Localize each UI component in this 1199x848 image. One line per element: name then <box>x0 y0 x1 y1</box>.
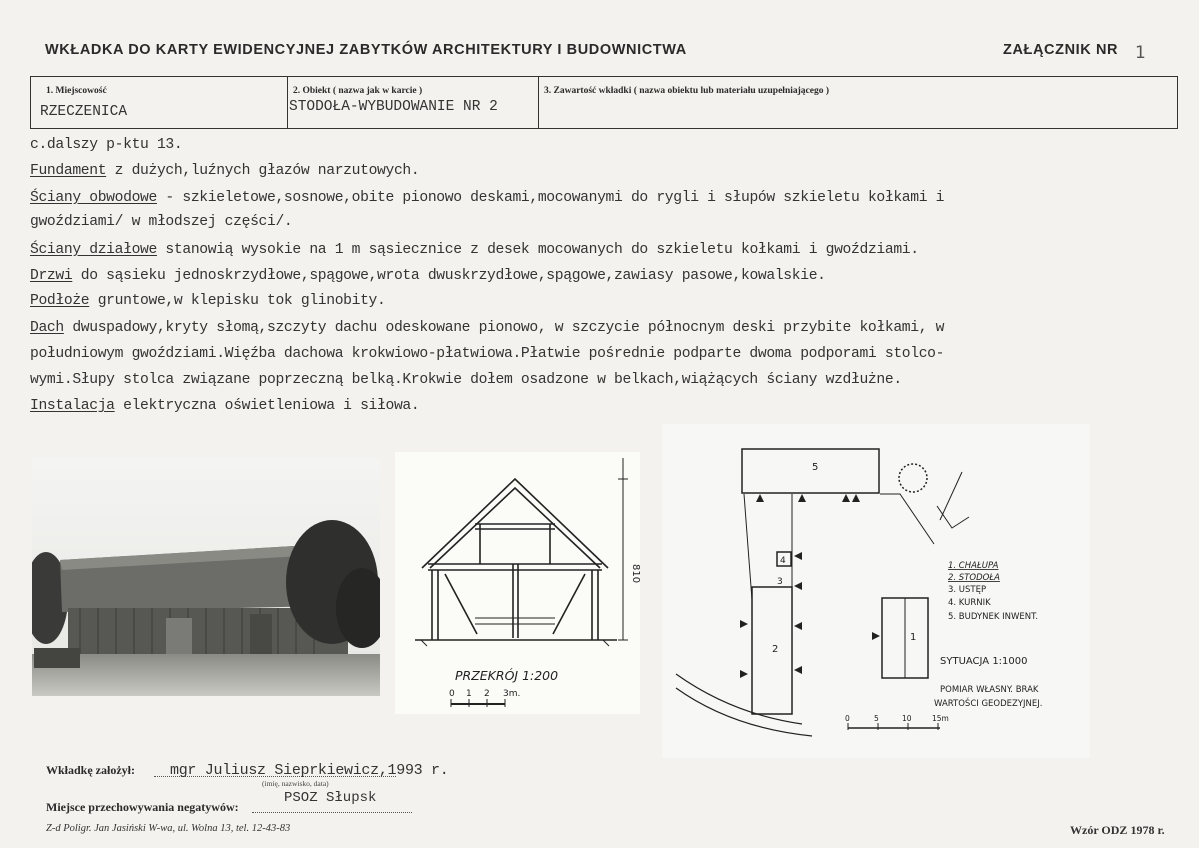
storage-label: Miejsce przechowywania negatywów: <box>46 800 239 814</box>
section-caption: PRZEKRÓJ 1:200 <box>455 668 559 683</box>
body-roof-2: południowym gwoździami.Więźba dachowa krokwiowo-płatwiowa.Płatwie pośrednie podparte dwoma podporami stolco- <box>30 346 945 362</box>
legend-item-5: 5. BUDYNEK INWENT. <box>948 612 1039 622</box>
table-divider-1 <box>287 76 288 129</box>
section-scale-tick-1: 1 <box>466 689 472 699</box>
object-value: STODOŁA-WYBUDOWANIE NR 2 <box>289 99 498 115</box>
body-roof-3: wymi.Słupy stolca związane poprzeczną belką.Krokwie dołem osadzone w belkach,wiążących ściany wzdłużne. <box>30 372 902 388</box>
object-label: 2. Obiekt ( nazwa jak w karcie ) <box>293 86 423 96</box>
site-building-1-label: 1 <box>910 632 917 643</box>
table-left-rule <box>30 76 31 129</box>
table-right-rule <box>1177 76 1178 129</box>
site-scale-tick-3: 15m <box>932 714 949 723</box>
section-scale-tick-0: 0 <box>449 689 455 699</box>
body-line-1: c.dalszy p-ktu 13. <box>30 137 183 153</box>
body-walls-2: gwoździami/ w młodszej części/. <box>30 214 293 230</box>
annex-number: 1 <box>1135 43 1146 63</box>
form-title: WKŁADKA DO KARTY EWIDENCYJNEJ ZABYTKÓW ARCHITEKTURY I BUDOWNICTWA <box>45 42 687 58</box>
section-scale-tick-2: 2 <box>484 689 490 699</box>
table-bottom-rule <box>30 128 1177 129</box>
site-scale-label: SYTUACJA 1:1000 <box>940 656 1028 667</box>
body-walls: Ściany obwodowe - szkieletowe,sosnowe,obite pionowo deskami,mocowanymi do rygli i słupów szkieletu kołkami i <box>30 190 945 206</box>
founder-value: mgr Juliusz Sieprkiewicz,1993 r. <box>170 762 449 779</box>
legend-item-3: 3. USTĘP <box>948 585 987 595</box>
body-floor: Podłoże gruntowe,w klepisku tok glinobity. <box>30 293 386 309</box>
storage-dotted-line <box>252 812 412 813</box>
legend-item-2: 2. STODOŁA <box>948 573 1000 583</box>
founder-label: Wkładkę założył: <box>46 763 135 777</box>
storage-value: PSOZ Słupsk <box>284 790 377 806</box>
section-drawing <box>395 452 640 714</box>
content-label: 3. Zawartość wkładki ( nazwa obiektu lub materiału uzupełniającego ) <box>544 86 830 96</box>
body-install: Instalacja elektryczna oświetleniowa i siłowa. <box>30 398 420 414</box>
site-building-2-label: 2 <box>772 644 779 655</box>
table-divider-2 <box>538 76 539 129</box>
site-building-3-label: 3 <box>777 577 783 587</box>
section-scale-tick-3: 3m. <box>503 689 521 699</box>
site-plan <box>662 424 1090 758</box>
annex-label: ZAŁĄCZNIK NR <box>1003 42 1119 58</box>
legend-item-1: 1. CHAŁUPA <box>948 561 999 571</box>
body-fundament: Fundament z dużych,luźnych głazów narzutowych. <box>30 163 420 179</box>
site-scale-tick-1: 5 <box>874 714 879 723</box>
legend-item-4: 4. KURNIK <box>948 598 991 608</box>
table-top-rule <box>30 76 1177 77</box>
site-building-4-label: 4 <box>780 556 786 566</box>
location-label: 1. Miejscowość <box>46 86 107 96</box>
barn-photo <box>32 458 380 696</box>
form-id: Wzór ODZ 1978 r. <box>1070 823 1165 837</box>
site-note-1: POMIAR WŁASNY. BRAK <box>940 685 1039 695</box>
location-value: RZECZENICA <box>40 104 128 120</box>
height-dimension-label: 810 <box>630 564 640 584</box>
site-building-5-label: 5 <box>812 462 819 473</box>
site-note-2: WARTOŚCI GEODEZYJNEJ. <box>934 699 1043 709</box>
body-doors: Drzwi do sąsieku jednoskrzydłowe,spągowe,wrota dwuskrzydłowe,spągowe,zawiasy pasowe,kowalskie. <box>30 268 826 284</box>
body-roof: Dach dwuspadowy,kryty słomą,szczyty dachu odeskowane pionowo, w szczycie północnym deski przybite kołkami, w <box>30 320 945 336</box>
body-partition: Ściany działowe stanowią wysokie na 1 m sąsiecznice z desek mocowanych do szkieletu kołkami i gwoździami. <box>30 242 919 258</box>
site-scale-tick-2: 10 <box>902 714 912 723</box>
founder-hint: (imię, nazwisko, data) <box>262 779 329 788</box>
site-scale-tick-0: 0 <box>845 714 850 723</box>
printer-info: Z-d Poligr. Jan Jasiński W-wa, ul. Wolna 13, tel. 12-43-83 <box>46 823 291 834</box>
